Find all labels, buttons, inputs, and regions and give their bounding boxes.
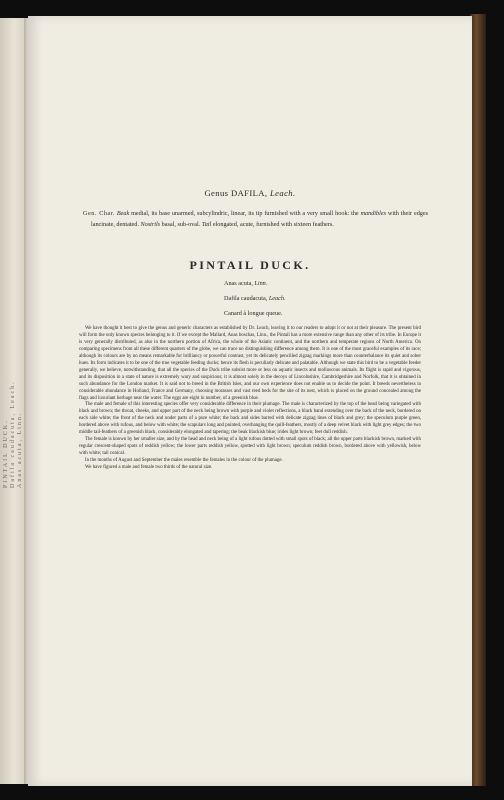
synonym-author: Leach.: [268, 295, 286, 302]
plate-caption-reversed: [3, 348, 21, 488]
paragraph: The female is known by her smaller size, and by the head and neck being of a light rufous dotted with small spots of black; all the upper parts blackish brown, marked with regular crescent-shaped spots of reddish yellow; the lower parts reddish yellow, spotted with light brown; speculum reddish brown, bordered above with yellowish, below with white; tail conical.: [79, 437, 421, 457]
gen-char-term: Nostrils: [140, 220, 161, 228]
body-text: [79, 326, 421, 472]
paragraph: We have figured a male and female two thirds of the natural size.: [85, 465, 213, 471]
plate-caption-line: Anas acuta, Linn.: [17, 411, 23, 488]
gen-char-label: Gen. Char.: [83, 210, 115, 217]
gen-char-term: Tail: [201, 220, 212, 228]
plate-caption-title: PINTAIL DUCK.: [3, 419, 9, 488]
synonym-name: Dafila caudacuta,: [224, 295, 268, 302]
gen-char-text: with their edges lancinate, dentated.: [91, 210, 429, 228]
synonym-name: Anas acuta,: [224, 280, 253, 287]
synonym-line: [224, 280, 267, 287]
species-title: PINTAIL DUCK.: [189, 258, 311, 272]
gen-char-term: mandibles: [360, 210, 386, 217]
paragraph: We have thought it best to give the genus and generic characters as established by Dr. Leach, leaving it to our readers to adopt it or not at their pleasure. The present bird will form the only known species belonging to it. If we except the Mallard, Anas boschas, Linn., the Pintail has a more extensive range than any other of its tribe. In Europe it is very generally distributed, as also in the northern portion of Africa, the whole of the Asiatic continent, and the northern and temperate regions of North America. On comparing specimens from all these different quarters of the globe, we can trace no distinguishing difference among them. It is one of the most graceful examples of its race; although its colours are by no means remarkable for brilliancy or powerful contrast, yet its delicately pencilled zigzag markings more than counterbalance its quiet and sober hues. Its form indicates it to be one of the true vegetable feeding ducks; hence its flesh is peculiarly delicate and palatable. Although we state this bird to be a vegetable feeder generally, we believe, notwithstanding, that all the species of the Duck tribe subsist more or less on aquatic insects and molluscous animals. Its flight is rapid and vigorous, and its disposition in a state of nature is extremely wary and suspicious; it is almost solely in the decoys of Lincolnshire, Cambridgeshire and Norfolk, that it is obtained in such abundance for the London market. It is said not to breed in the British Isles, and our own experience does not enable us to decide the point. It breeds nevertheless in considerable abundance in Holland, France and Germany, choosing morasses and vast reed beds for the site of its nest, which is placed on the ground concealed among the flags and luxuriant herbage near the water. The eggs are eight in number, of a greenish blue.: [79, 326, 421, 401]
genus-label: Genus DAFILA,: [204, 188, 268, 198]
generic-characters: [83, 209, 428, 230]
synonym-line: [224, 310, 282, 317]
text-page: [28, 16, 472, 786]
gen-char-text: medial, its base unarmed, subcylindric, linear, its tip furnished with a very small hook: the: [131, 210, 359, 217]
synonym-name: Canard à longue queue.: [224, 310, 283, 317]
gen-char-text: elongated, acute, furnished with sixteen feathers.: [212, 220, 334, 228]
facing-page-edge: [0, 18, 24, 784]
plate-caption-line: Dafila caudacuta, Leach.: [10, 380, 16, 488]
paragraph: The male and female of this interesting species offer very considerable difference in their plumage. The male is characterized by the top of the head being variegated with black and brown; the throat, cheeks, and upper part of the neck being brown with purple and violet reflections, a black band extending over the back of the neck, bordered on each side white; the front of the neck and under parts of a pure white; the back and sides barred with delicate zigzag lines of black and grey; the speculum purple green, bordered above with rufous, and below with white; the scapulars long and pointed, overhanging the quill-feathers, mostly of a deep velvet black with light grey edges; the two middle tail-feathers of a greenish black, considerably elongated and tapering; the beak blackish blue; irides light brown; feet dull reddish.: [79, 402, 421, 436]
synonym-line: [224, 295, 286, 302]
genus-heading: [28, 188, 472, 198]
synonym-author: Linn.: [254, 280, 268, 287]
gen-char-term: Beak: [116, 210, 130, 217]
genus-author: Leach.: [269, 188, 296, 198]
gen-char-text: basal, sub-oval.: [161, 220, 201, 228]
book-cover-edge: [470, 14, 486, 786]
paragraph: In the months of August and September the males resemble the females in the colour of the plumage.: [85, 458, 283, 464]
